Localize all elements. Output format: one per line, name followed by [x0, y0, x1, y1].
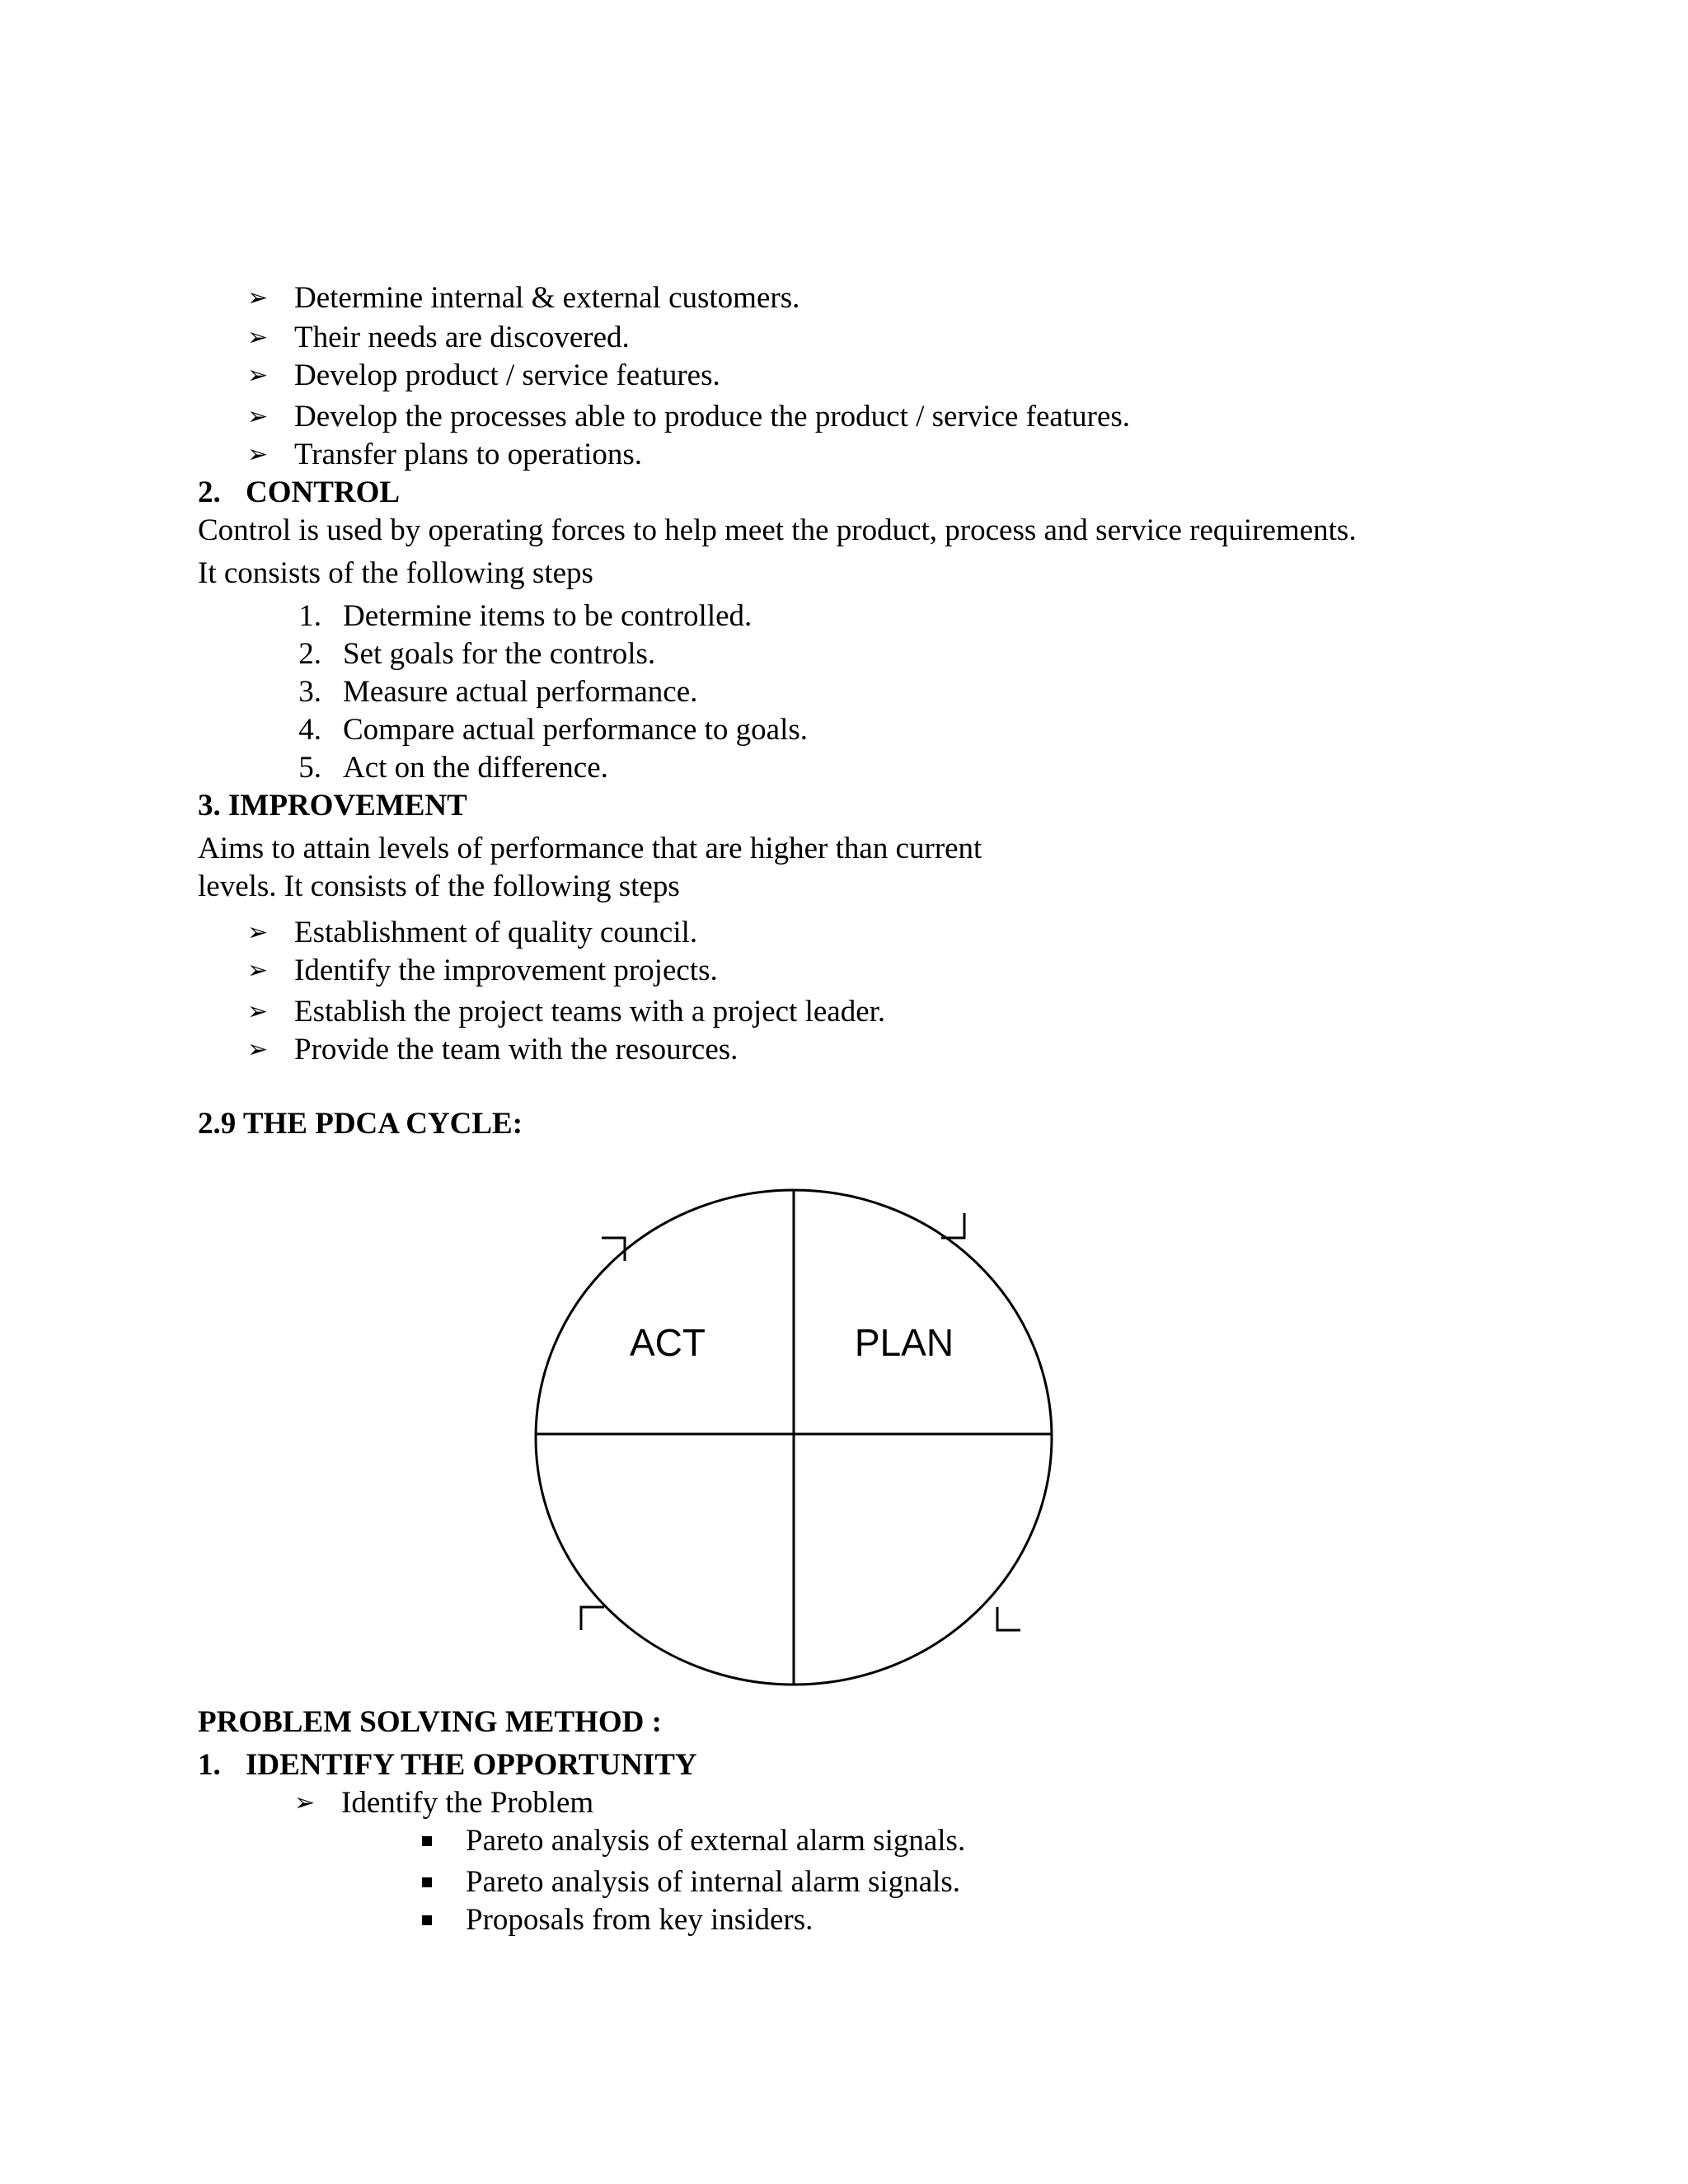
improvement-paragraph-2: levels. It consists of the following steps	[198, 869, 680, 903]
arrow-bullet-icon: ➢	[247, 284, 269, 312]
control-step-number: 4.	[298, 713, 321, 747]
improvement-bullet-4: Provide the team with the resources.	[294, 1033, 738, 1066]
improvement-paragraph-1: Aims to attain levels of performance that are higher than current	[198, 832, 982, 865]
control-step: Compare actual performance to goals.	[343, 713, 809, 747]
control-heading-number: 2.	[198, 476, 221, 509]
control-paragraph-1: Control is used by operating forces to help meet the product, process and service requirements.	[198, 513, 1357, 547]
opportunity-heading: IDENTIFY THE OPPORTUNITY	[246, 1748, 697, 1782]
arrow-bullet-icon: ➢	[247, 918, 269, 947]
design-bullet-4: Develop the processes able to produce the product / service features.	[294, 400, 1131, 434]
control-step-number: 1.	[298, 599, 321, 633]
control-heading: CONTROL	[246, 476, 401, 509]
opportunity-step-number: 1.	[198, 1748, 221, 1782]
control-step-number: 5.	[298, 751, 321, 785]
arrow-bullet-icon: ➢	[247, 956, 269, 985]
corner-arrow-icon	[581, 1607, 604, 1630]
identify-problem: Identify the Problem	[341, 1786, 594, 1820]
square-bullet-icon	[422, 1877, 432, 1887]
control-step: Determine items to be controlled.	[343, 599, 753, 633]
corner-arrow-icon	[602, 1238, 625, 1261]
control-step: Set goals for the controls.	[343, 637, 656, 671]
pdca-heading: 2.9 THE PDCA CYCLE:	[198, 1107, 523, 1141]
arrow-bullet-icon: ➢	[247, 440, 269, 469]
improvement-bullet-3: Establish the project teams with a project leader.	[294, 995, 886, 1029]
corner-arrow-icon	[997, 1607, 1020, 1630]
arrow-bullet-icon: ➢	[247, 361, 269, 390]
design-bullet-1: Determine internal & external customers.	[294, 281, 800, 315]
control-step: Measure actual performance.	[343, 675, 698, 709]
control-step-number: 2.	[298, 637, 321, 671]
plan-label: PLAN	[854, 1321, 954, 1364]
arrow-bullet-icon: ➢	[247, 323, 269, 352]
improvement-bullet-1: Establishment of quality council.	[294, 916, 698, 949]
arrow-bullet-icon: ➢	[294, 1788, 316, 1817]
design-bullet-2: Their needs are discovered.	[294, 321, 630, 354]
control-step-number: 3.	[298, 675, 321, 709]
improvement-heading: 3. IMPROVEMENT	[198, 789, 467, 823]
problem-item: Pareto analysis of internal alarm signals.	[466, 1865, 961, 1899]
corner-arrow-icon	[941, 1213, 964, 1238]
arrow-bullet-icon: ➢	[247, 402, 269, 431]
arrow-bullet-icon: ➢	[247, 997, 269, 1026]
problem-item: Pareto analysis of external alarm signals.	[466, 1824, 966, 1858]
arrow-bullet-icon: ➢	[247, 1035, 269, 1064]
square-bullet-icon	[422, 1836, 432, 1846]
design-bullet-3: Develop product / service features.	[294, 359, 720, 392]
design-bullet-5: Transfer plans to operations.	[294, 438, 643, 471]
control-paragraph-2: It consists of the following steps	[198, 556, 593, 590]
improvement-bullet-2: Identify the improvement projects.	[294, 954, 718, 987]
problem-item: Proposals from key insiders.	[466, 1903, 814, 1937]
control-step: Act on the difference.	[343, 751, 608, 785]
square-bullet-icon	[422, 1915, 432, 1925]
act-label: ACT	[630, 1321, 706, 1364]
problem-solving-heading: PROBLEM SOLVING METHOD :	[198, 1705, 662, 1739]
